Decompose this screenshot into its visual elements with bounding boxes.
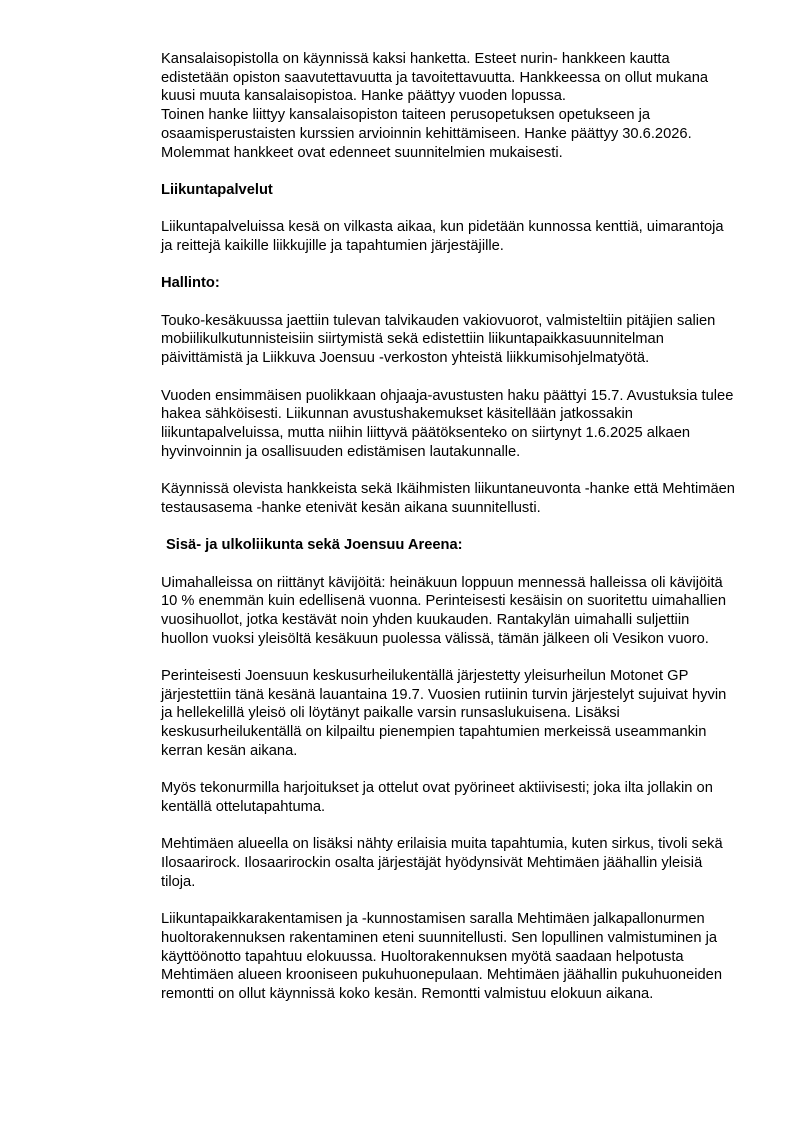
text-line: osaamisperustaisten kurssien arvioinnin kehittämiseen. Hanke päättyy 30.6.2026.	[161, 125, 692, 142]
text-line: Touko-kesäkuussa jaettiin tulevan talvikauden vakiovuorot, valmisteltiin pitäjien salien	[161, 312, 716, 329]
section-heading: Hallinto:	[161, 275, 220, 292]
text-line: käyttöönotto tapahtuu elokuussa. Huoltorakennuksen myötä saadaan helpotusta	[161, 948, 684, 965]
text-line: vuosihuollot, jotka kestävät noin yhden kuukauden. Rantakylän uimahalli suljettiin	[161, 611, 690, 628]
paragraph	[161, 835, 754, 891]
text-line: tiloja.	[161, 873, 196, 890]
text-line: Liikuntapalveluissa kesä on vilkasta aikaa, kun pidetään kunnossa kenttiä, uimarantoja	[161, 219, 724, 236]
text-line: Kansalaisopistolla on käynnissä kaksi hanketta. Esteet nurin- hankkeen kautta	[161, 51, 670, 67]
text-line: Mehtimäen alueen krooniseen pukuhuonepulaan. Mehtimäen jäähallin pukuhuoneiden	[161, 967, 722, 984]
text-line: hakea sähköisesti. Liikunnan avustushakemukset käsitellään jatkossakin	[161, 406, 633, 423]
section-heading: Liikuntapalvelut	[161, 181, 273, 198]
paragraph	[161, 667, 754, 761]
text-line: hyvinvoinnin ja osallisuuden edistämisen lautakunnalle.	[161, 443, 521, 460]
paragraph	[161, 218, 754, 255]
paragraph	[161, 574, 754, 649]
paragraph	[161, 312, 754, 368]
text-line: Myös tekonurmilla harjoitukset ja ottelut ovat pyörineet aktiivisesti; joka ilta jollakin on	[161, 780, 713, 797]
paragraph	[161, 387, 754, 462]
text-line: keskusurheilukentällä on kilpailtu pienempien tapahtumien merkeissä useammankin	[161, 724, 707, 741]
text-line: Toinen hanke liittyy kansalaisopiston taiteen perusopetuksen opetukseen ja	[161, 107, 651, 124]
text-line: mobiilikulkutunnisteisiin siirtymistä sekä edistettiin liikuntapaikkasuunnitelman	[161, 331, 664, 348]
text-line: päivittämistä ja Liikkuva Joensuu -verkoston yhteistä liikkumisohjelmatyötä.	[161, 350, 650, 367]
text-line: huollon vuoksi yleisöltä kesäkuun puolessa välissä, tämän jälkeen oli Vesikon vuoro.	[161, 630, 709, 647]
text-line: Uimahalleissa on riittänyt kävijöitä: heinäkuun loppuun mennessä halleissa oli kävijöitä	[161, 574, 723, 591]
paragraph	[161, 50, 754, 162]
paragraph	[161, 910, 754, 1004]
paragraph	[161, 480, 754, 517]
text-line: kentällä ottelutapahtuma.	[161, 798, 326, 815]
paragraph	[161, 779, 754, 816]
text-line: ja reittejä kaikille liikkujille ja tapahtumien järjestäjille.	[161, 238, 504, 254]
text-line: Käynnissä olevista hankkeista sekä Ikäihmisten liikuntaneuvonta -hanke että Mehtimäen	[161, 481, 735, 498]
text-line: huoltorakennuksen rakentaminen eteni suunnitellusti. Sen lopullinen valmistuminen ja	[161, 929, 718, 946]
text-line: Ilosaarirock. Ilosaarirockin osalta järjestäjät hyödynsivät Mehtimäen jäähallin yleisiä	[161, 855, 703, 872]
text-line: edistetään opiston saavutettavuutta ja tavoitettavuutta. Hankkeessa on ollut mukana	[161, 69, 709, 86]
text-line: Molemmat hankkeet ovat edenneet suunnitelmien mukaisesti.	[161, 144, 563, 161]
text-line: liikuntapalveluissa, mutta niihin liittyvä päätöksenteko on siirtynyt 1.6.2025 alkaen	[161, 424, 691, 441]
text-line: testausasema -hanke etenivät kesän aikana suunnitellusti.	[161, 499, 541, 516]
text-line: 10 % enemmän kuin edellisenä vuonna. Perinteisesti kesäisin on suoritettu uimahallien	[161, 593, 726, 610]
section-heading: Sisä- ja ulkoliikunta sekä Joensuu Areena:	[166, 537, 463, 554]
text-line: järjestettiin tänä kesänä lauantaina 19.7. Vuosien rutiinin turvin järjestelyt sujuivat hyvin	[161, 686, 727, 703]
text-line: Vuoden ensimmäisen puolikkaan ohjaaja-avustusten haku päättyi 15.7. Avustuksia tulee	[161, 387, 734, 404]
document-content	[161, 50, 754, 1004]
text-line: Perinteisesti Joensuun keskusurheilukentällä järjestetty yleisurheilun Motonet GP	[161, 668, 689, 685]
text-line: remontti on ollut käynnissä koko kesän. Remontti valmistuu elokuun aikana.	[161, 985, 654, 1002]
text-line: ja hellekelillä yleisö oli löytänyt paikalle varsin runsaslukuisena. Lisäksi	[161, 705, 620, 722]
text-line: Liikuntapaikkarakentamisen ja -kunnostamisen saralla Mehtimäen jalkapallonurmen	[161, 911, 705, 928]
text-line: kerran kesän aikana.	[161, 742, 298, 759]
text-line: Mehtimäen alueella on lisäksi nähty erilaisia muita tapahtumia, kuten sirkus, tivoli sekä	[161, 836, 723, 853]
text-line: kuusi muuta kansalaisopistoa. Hanke päättyy vuoden lopussa.	[161, 88, 566, 105]
